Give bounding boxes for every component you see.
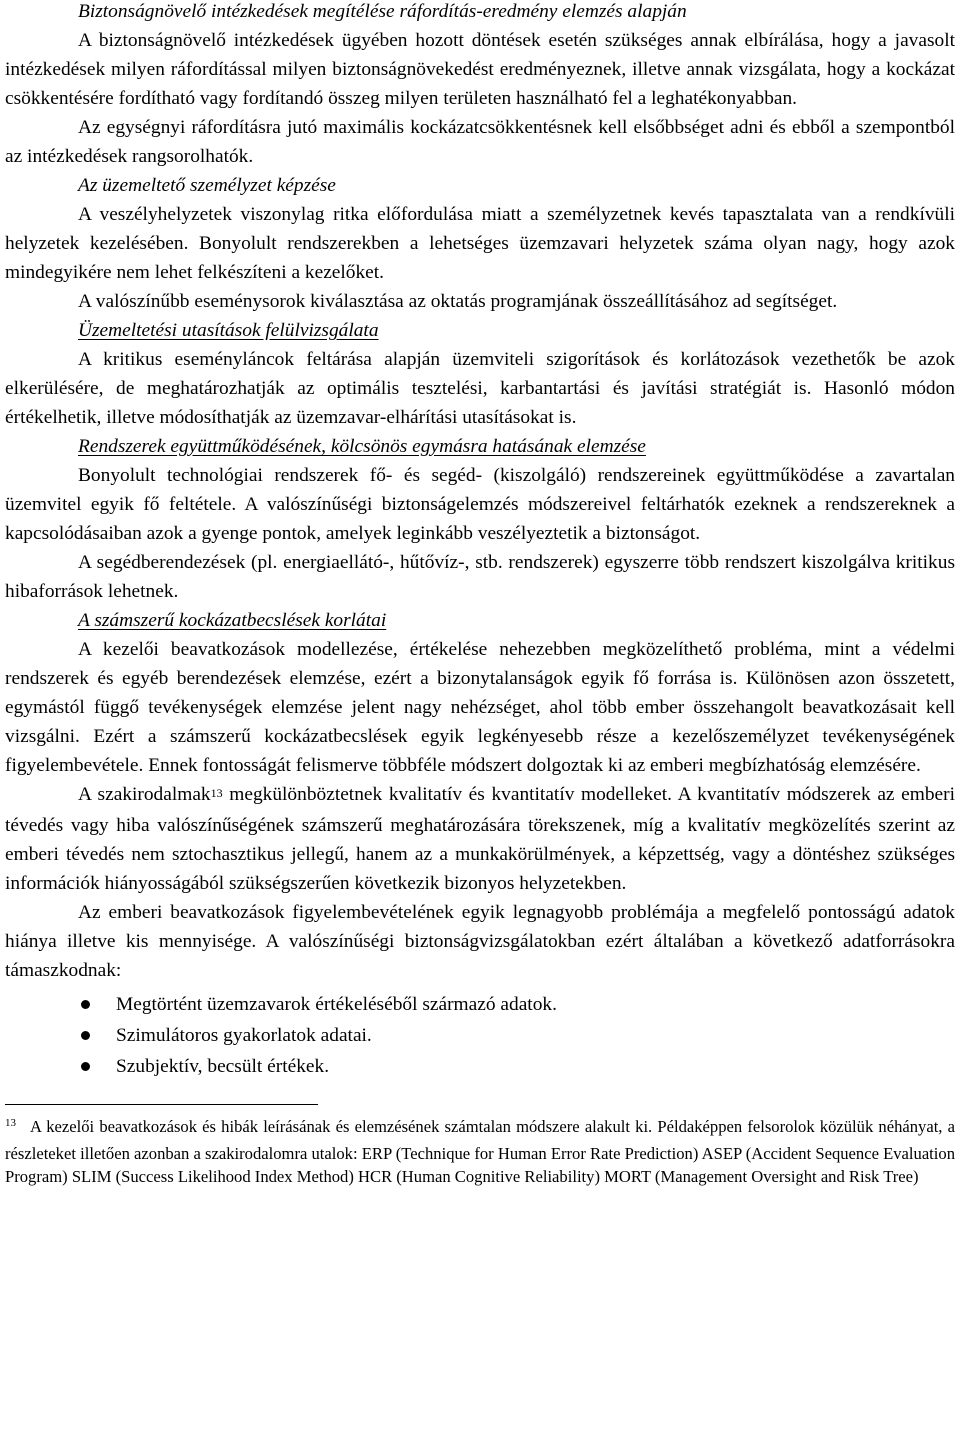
list-item-text: Szimulátoros gyakorlatok adatai. xyxy=(116,1025,372,1046)
bullet-icon xyxy=(81,1000,90,1009)
footnote-separator xyxy=(5,1104,318,1105)
paragraph: Bonyolult technológiai rendszerek fő- és segéd- (kiszolgáló) rendszereinek együttműködése a zavartalan üzemvitel egyik fő feltétele. A valószínűségi biztonságelemzés módszereivel feltárhatók ezeknek a rendszereknek a kapcsolódásaiban azok a gyenge pontok, amelyek leginkább veszélyeztetik a biztonságot. xyxy=(5,465,955,544)
bullet-list xyxy=(5,989,955,1082)
footnote-number: 13 xyxy=(5,1117,16,1129)
list-item-text: Szubjektív, becsült értékek. xyxy=(116,1056,330,1077)
section-heading-text: A számszerű kockázatbecslések korlátai xyxy=(78,610,387,631)
paragraph: Az emberi beavatkozások figyelembevételének egyik legnagyobb problémája a megfelelő pontosságú adatok hiánya illetve kis mennyisége. A valószínűségi biztonságvizsgálatokban ezért általában a következő adatforrásokra támaszkodnak: xyxy=(5,902,955,981)
paragraph: Az egységnyi ráfordításra jutó maximális kockázatcsökkentésnek kell elsőbbséget adni és ebből a szempontból az intézkedések rangsorolhatók. xyxy=(5,117,955,167)
list-item-text: Megtörtént üzemzavarok értékeléséből származó adatok. xyxy=(116,994,557,1015)
paragraph: A valószínűbb eseménysorok kiválasztása az oktatás programjának összeállításához ad segítséget. xyxy=(78,291,838,312)
section-heading-cost-benefit: Biztonságnövelő intézkedések megítélése ráfordítás-eredmény elemzés alapján xyxy=(78,1,687,22)
list-item xyxy=(5,1020,955,1051)
section-heading-text: Rendszerek együttműködésének, kölcsönös egymásra hatásának elemzése xyxy=(78,436,646,457)
section-heading-quantitative-limits xyxy=(5,606,955,635)
bullet-icon xyxy=(81,1062,90,1071)
footnote-reference[interactable]: 13 xyxy=(210,786,223,800)
bullet-icon xyxy=(81,1031,90,1040)
paragraph xyxy=(5,780,955,898)
footnote-text: A kezelői beavatkozások és hibák leírásának és elemzésének számtalan módszere alakult ki. Példaképpen felsorolok közülük néhányat, a részleteket illetően azonban a szakirodalomra utalok: ERP (Technique for Human Error Rate Prediction) ASEP (Accident Sequence Evaluation Program) SLIM (Success Likelihood Index Method) HCR (Human Cognitive Reliability) MORT (Management Oversight and Risk Tree) xyxy=(5,1117,955,1186)
section-heading-text: Üzemeltetési utasítások felülvizsgálata xyxy=(78,320,379,341)
list-item xyxy=(5,1051,955,1082)
paragraph-text: megkülönböztetnek kvalitatív és kvantitatív modelleket. A kvantitatív módszerek az emberi tévedés vagy hiba valószínűségének számszerű meghatározására törekszenek, míg a kvalitatív megközelítés szerint az emberi tévedés nem sztochasztikus jellegű, hanem az a munkakörülmények, a képzettség, vagy a döntéshez szükséges információk hiányosságából szükségszerűen következik bizonyos helyzetekben. xyxy=(5,784,955,894)
paragraph: A biztonságnövelő intézkedések ügyében hozott döntések esetén szükséges annak elbírálása, hogy a javasolt intézkedések milyen ráfordítással milyen biztonságnövekedést eredményeznek, illetve annak vizsgálata, hogy a kockázat csökkentésére fordítható vagy fordítandó összeg milyen területen használható fel a leghatékonyabban. xyxy=(5,30,955,109)
paragraph-text: A szakirodalmak xyxy=(78,784,211,805)
paragraph: A veszélyhelyzetek viszonylag ritka előfordulása miatt a személyzetnek kevés tapasztalata van a rendkívüli helyzetek kezelésében. Bonyolult rendszerekben a lehetséges üzemzavari helyzetek száma olyan nagy, hogy azok mindegyikére nem lehet felkészíteni a kezelőket. xyxy=(5,204,955,283)
section-heading-staff-training: Az üzemeltető személyzet képzése xyxy=(78,175,336,196)
list-item xyxy=(5,989,955,1020)
paragraph: A kezelői beavatkozások modellezése, értékelése nehezebben megközelíthető probléma, mint a védelmi rendszerek és egyéb berendezések elemzése, ezért a bizonytalanságok egyik fő forrása is. Különösen azon összetett, egymástól függő tevékenységek elemzése jelent nagy nehézséget, ahol több ember összehangolt beavatkozásait kell vizsgálni. Ezért a számszerű kockázatbecslések egyik legkényesebb része a kezelőszemélyzet tevékenységének figyelembevétele. Ennek fontosságát felismerve többféle módszert dolgoztak ki az emberi megbízhatóság elemzésére. xyxy=(5,639,955,776)
section-heading-system-interaction xyxy=(5,432,955,461)
footnote xyxy=(5,1115,955,1189)
document-page xyxy=(5,0,955,1189)
paragraph: A kritikus eseményláncok feltárása alapján üzemviteli szigorítások és korlátozások vezethetők be azok elkerülésére, de meghatározhatják az optimális tesztelési, karbantartási és javítási stratégiát is. Hasonló módon értékelhetik, illetve módosíthatják az üzemzavar-elhárítási utasításokat is. xyxy=(5,349,955,428)
section-heading-operating-instructions xyxy=(5,316,955,345)
paragraph: A segédberendezések (pl. energiaellátó-, hűtővíz-, stb. rendszerek) egyszerre több rendszert kiszolgálva kritikus hibaforrások lehetnek. xyxy=(5,552,955,602)
